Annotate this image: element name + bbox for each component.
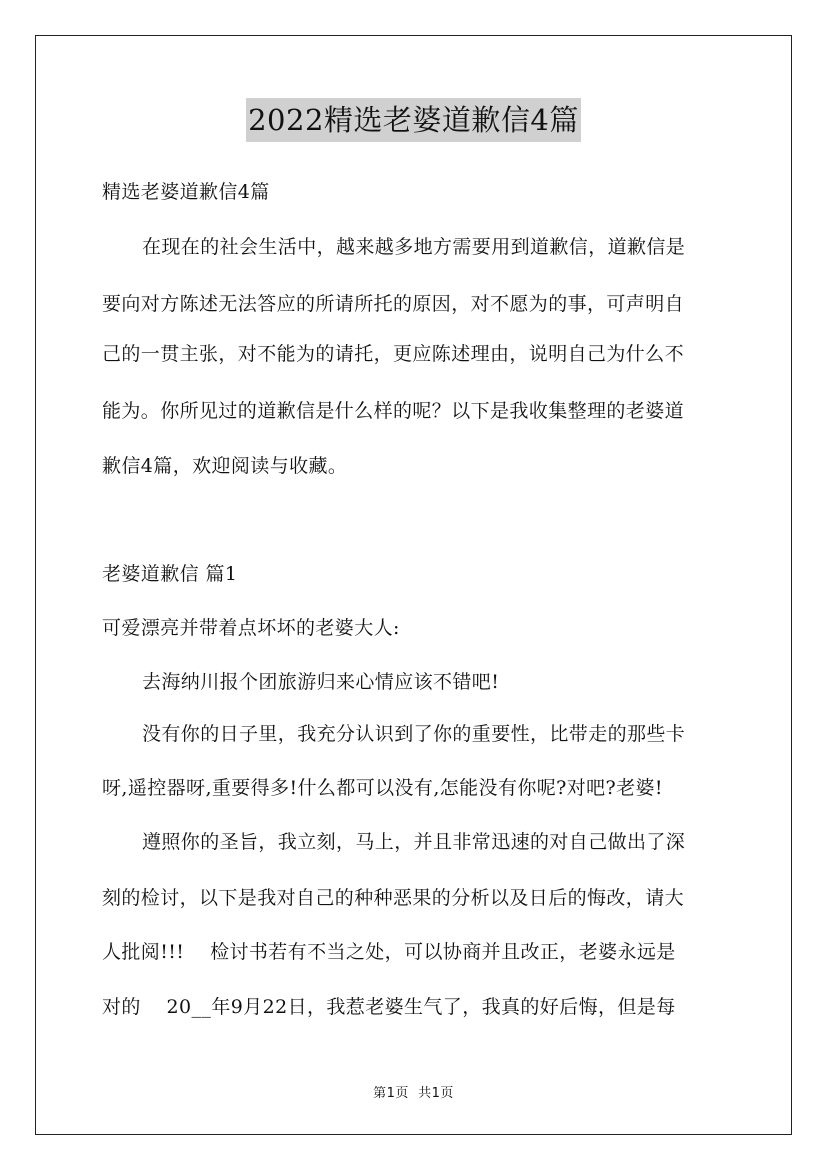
body-line: 呀,遥控器呀,重要得多!什么都可以没有,怎能没有你呢?对吧?老婆! <box>102 777 663 799</box>
intro-line: 能为。你所见过的道歉信是什么样的呢？以下是我收集整理的老婆道 <box>102 400 685 422</box>
intro-line: 在现在的社会生活中，越来越多地方需要用到道歉信，道歉信是 <box>142 236 686 258</box>
section-heading: 老婆道歉信 篇1 <box>102 563 238 585</box>
intro-line: 要向对方陈述无法答应的所请所托的原因，对不愿为的事，可声明自 <box>102 293 685 315</box>
body-line: 人批阅!!! 检讨书若有不当之处，可以协商并且改正，老婆永远是 <box>102 941 676 963</box>
body-line: 没有你的日子里，我充分认识到了你的重要性，比带走的那些卡 <box>142 723 686 745</box>
intro-line: 己的一贯主张，对不能为的请托，更应陈述理由，说明自己为什么不 <box>102 343 685 365</box>
letter-salutation: 可爱漂亮并带着点坏坏的老婆大人: <box>102 617 400 639</box>
page-footer: 第1页 共1页 <box>373 1086 454 1101</box>
body-line: 遵照你的圣旨，我立刻，马上，并且非常迅速的对自己做出了深 <box>142 831 686 853</box>
body-line: 刻的检讨，以下是我对自己的种种恶果的分析以及日后的悔改，请大 <box>102 887 685 909</box>
document-subtitle: 精选老婆道歉信4篇 <box>102 181 270 203</box>
body-line: 对的 20__年9月22日，我惹老婆生气了，我真的好后悔，但是每 <box>102 996 676 1018</box>
body-line: 去海纳川报个团旅游归来心情应该不错吧! <box>142 671 500 693</box>
intro-line: 歉信4篇，欢迎阅读与收藏。 <box>102 455 348 477</box>
document-title: 2022精选老婆道歉信4篇 <box>246 98 581 142</box>
